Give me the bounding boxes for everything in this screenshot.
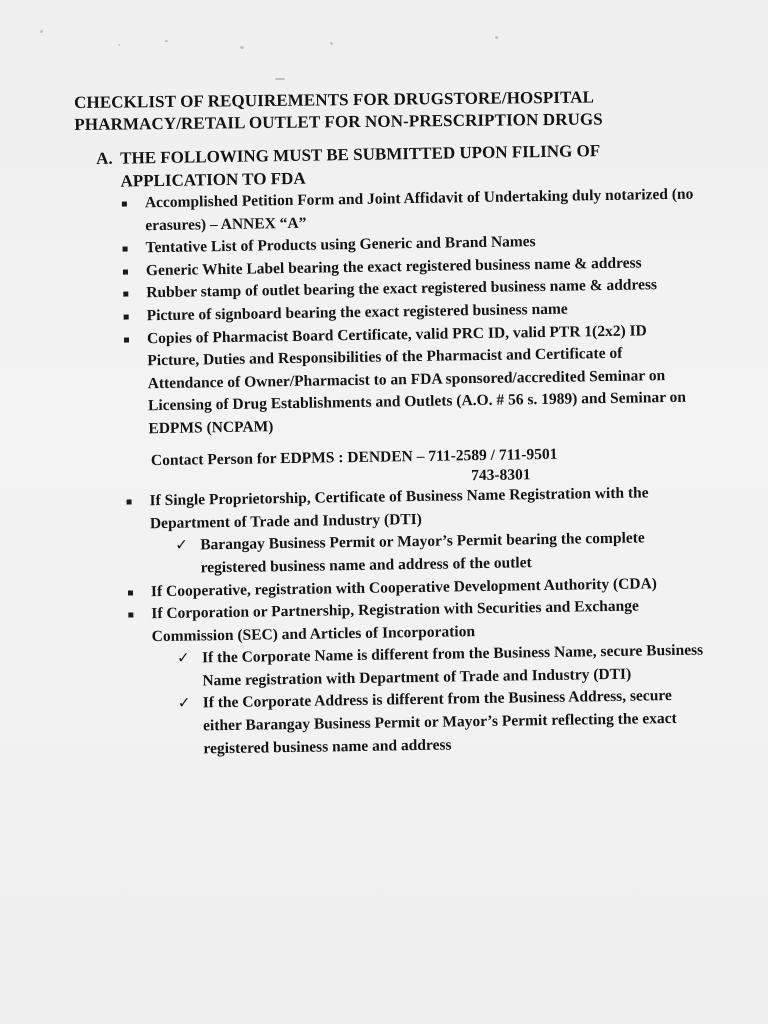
sub-item [105,685,706,762]
bullet-icon [128,590,133,595]
scan-speck [165,40,168,42]
list-item-text: If Single Proprietorship, Certificate of Business Name Registration with the Department of Trade and Industry (DTI) [149,484,649,532]
list-item-text: Picture of signboard bearing the exact registered business name [146,300,568,325]
checkmark-icon: ✓ [177,696,191,713]
list-item-text: If Corporation or Partnership, Registration with Securities and Exchange Commission (SEC) and Articles of Incorporation [151,597,639,645]
bullet-icon [123,269,128,274]
scan-speck [330,42,333,45]
scan-speck [118,44,120,46]
section-heading-line-2: APPLICATION TO FDA [120,168,306,191]
bullet-icon [122,202,127,207]
bullet-icon [124,314,129,319]
section-a [96,138,706,763]
list-item-text: Generic White Label bearing the exact registered business name & address [145,254,642,280]
section-heading-line-1: THE FOLLOWING MUST BE SUBMITTED UPON FILING OF [120,141,601,168]
contact-number-2: 743-8301 [471,466,531,485]
title-line-2: PHARMACY/RETAIL OUTLET FOR NON-PRESCRIPTION DRUGS [74,109,603,134]
checkmark-icon: ✓ [176,650,190,668]
contact-line: Contact Person for EDPMS : DENDEN – 711-2589 / 711-9501 [150,445,558,469]
bullet-icon [127,500,132,505]
list-item-text: Rubber stamp of outlet bearing the exact registered business name & address [146,276,658,302]
requirements-list [97,184,701,442]
title-line-1: CHECKLIST OF REQUIREMENTS FOR DRUGSTORE/HOSPITAL [74,87,595,112]
bullet-icon [124,337,129,342]
list-item-text: If Cooperative, registration with Cooperative Development Authority (CDA) [150,574,658,600]
scan-speck [40,30,43,33]
checkmark-icon: ✓ [175,537,188,555]
scan-speck [495,36,498,39]
sub-item-text: Barangay Business Permit or Mayor’s Permit bearing the complete registered business name and address of the outlet [200,529,645,577]
list-item-text: Copies of Pharmacist Board Certificate, valid PRC ID, valid PTR 1(2x2) ID Picture, Duties and Responsibilities of the Pharmacist and Certificate of Attendance of Owner/Pharmacist to an FDA sponsored/accredited Seminar on Licensing of Drug Establishments and Outlets (A.O. # 56 s. 1989) and Seminar on EDPMS (NCPAM) [146,321,687,438]
section-letter: A. [96,148,113,168]
sub-item-text: If the Corporate Name is different from the Business Name, secure Business Name registration with Department of Trade and Industry (DTI) [201,641,704,690]
bullet-icon [123,247,128,252]
business-registration-list [101,482,705,763]
scan-speck [240,46,244,49]
scan-speck [275,78,285,80]
bullet-icon [123,292,128,297]
bullet-icon [128,613,133,618]
sub-item-text: If the Corporate Address is different from the Business Address, secure either Barangay Business Permit or Mayor’s Permit reflecting the exact registered business name and address [202,687,677,758]
list-item-text: Tentative List of Products using Generic and Brand Names [145,233,536,257]
document-title [74,86,694,136]
list-item [99,319,701,441]
list-item-text: Accomplished Petition Form and Joint Affidavit of Undertaking duly notarized (no erasures) – ANNEX “A” [144,185,694,234]
